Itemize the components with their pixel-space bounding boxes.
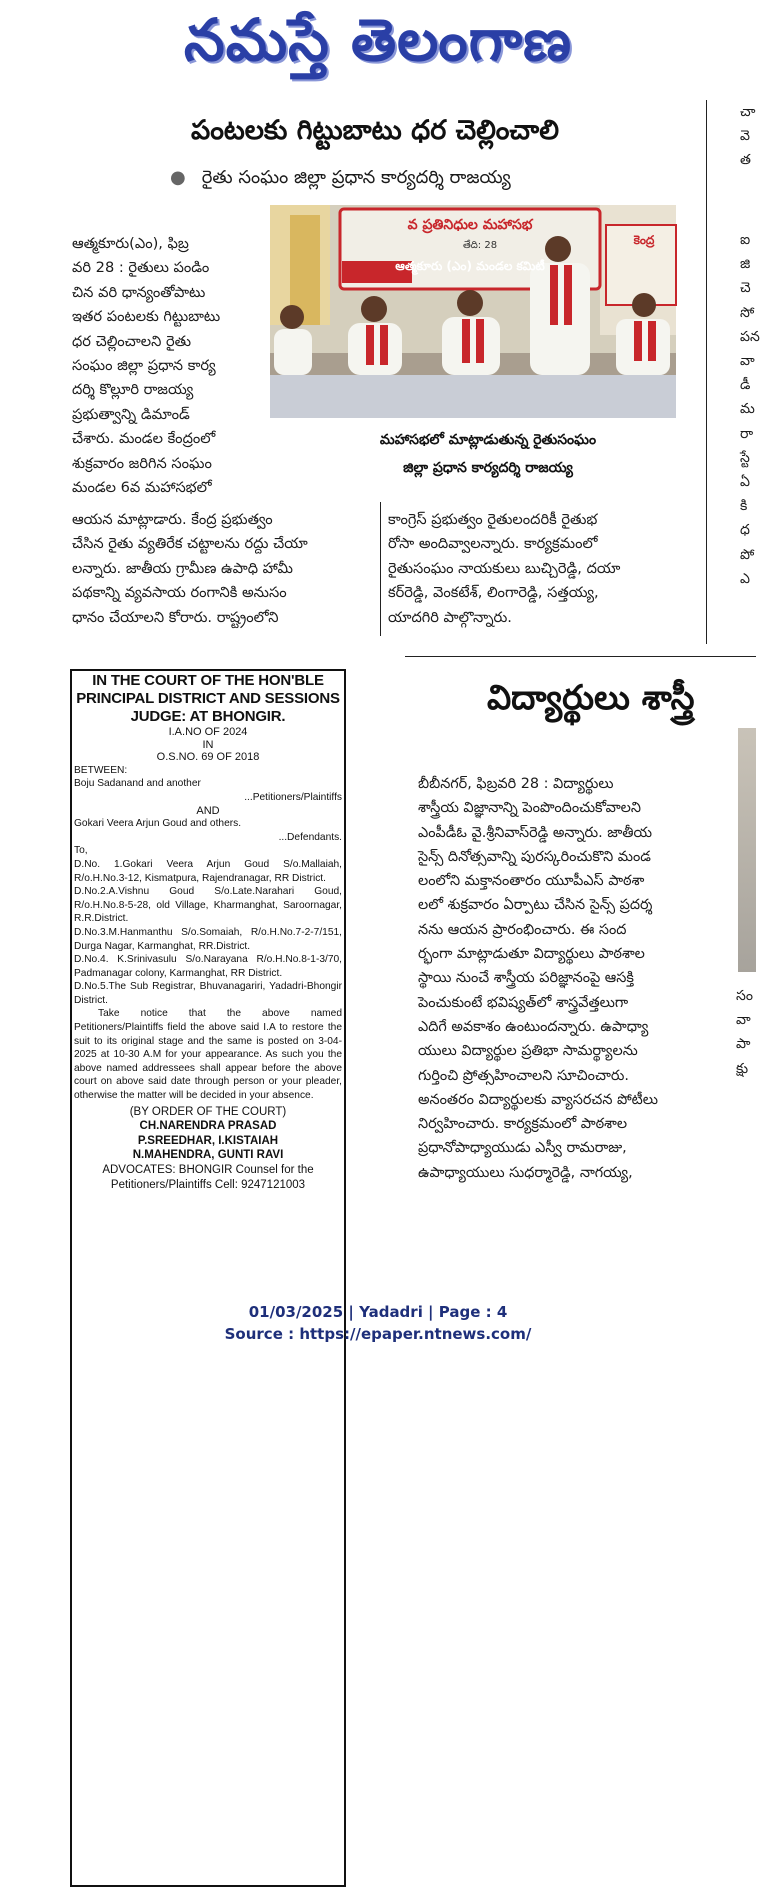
story1-lead-wide: [72, 508, 364, 630]
footer-date-line: 01/03/2025 | Yadadri | Page : 4: [248, 1303, 508, 1321]
article-text-line: యాదగిరి పాల్గొన్నారు.: [388, 608, 512, 626]
story1-headline: పంటలకు గిట్టుబాటు ధర చెల్లించాలి: [191, 115, 559, 146]
bullet-icon: ●: [170, 167, 186, 188]
adjacent-text-fragment: వె: [740, 128, 750, 145]
article-text-line: పెంచుకుంటే భవిష్యత్‌లో శాస్త్రవేత్తలుగా: [418, 994, 629, 1011]
article-text-line: దర్శి కొల్లూరి రాజయ్య: [72, 381, 194, 399]
adjacent-article-column: [740, 228, 760, 591]
notice-plaintiff-role: ...Petitioners/Plaintiffs: [244, 791, 342, 803]
adjacent-text-fragment: ఏ: [740, 474, 750, 491]
adjacent-article-snippet-bottom: [736, 984, 753, 1081]
notice-between: BETWEEN:: [74, 764, 128, 776]
article-text-line: ఇతర పంటలకు గిట్టుబాటు: [72, 308, 221, 326]
notice-and: AND: [196, 804, 220, 817]
story1-subhead: [170, 161, 600, 195]
adjacent-text-fragment: వా: [736, 1012, 751, 1029]
article-text-line: సంఘం జిల్లా ప్రధాన కార్య: [72, 357, 216, 375]
notice-advocate-line: N.MAHENDRA, GUNTI RAVI: [132, 1149, 284, 1162]
adjacent-text-fragment: రా: [740, 425, 754, 442]
photo-banner-text: వ ప్రతినిధుల మహాసభ: [407, 217, 533, 233]
notice-os-no: O.S.NO. 69 OF 2018: [156, 751, 260, 764]
article-text-line: యులు విద్యార్థుల ప్రతిభా సామర్థ్యాలను: [418, 1043, 638, 1060]
court-notice: [74, 672, 342, 1192]
article-text-line: చిన వరి ధాన్యంతోపాటు: [72, 283, 206, 301]
article-text-line: ప్రభుత్వాన్ని డిమాండ్: [72, 405, 190, 423]
notice-address: D.No.2.A.Vishnu Goud S/o.Late.Narahari Goud, R/o.H.No.8-5-28, old Village, Kharmanghat, Saroornagar, R.R.District.: [74, 886, 342, 925]
article-text-line: ప్రధానోపాధ్యాయుడు ఎస్వీ రామరాజు,: [418, 1140, 627, 1157]
article-text-line: లంలోని మక్తానంతారం యూపీఎస్ పాఠశా: [418, 873, 645, 890]
article-text-line: ర్భంగా మాట్లాడుతూ విద్యార్థులు పాఠశాల: [418, 946, 645, 963]
article-text-line: కర్‌రెడ్డి, వెంకటేశ్, లింగారెడ్డి, సత్తయ్య,: [388, 584, 599, 602]
article-text-line: రైతుసంఘం నాయకులు బుచ్చిరెడ్డి, దయా: [388, 559, 621, 577]
adjacent-text-fragment: క్షు: [736, 1060, 749, 1077]
adjacent-text-fragment: ఐ: [740, 232, 751, 248]
adjacent-text-fragment: స్టే: [740, 449, 750, 466]
story1-photo: [270, 205, 676, 418]
photo-side-banner-text: కెంద్ర: [633, 233, 655, 247]
article-text-line: ధర చెల్లించాలని రైతు: [72, 332, 192, 350]
article-text-line: ధానం చేయాలని కోరారు. రాష్ట్రంలోని: [72, 608, 279, 626]
masthead-logo: నమస్తే తెలంగాణ: [184, 6, 572, 74]
adjacent-text-fragment: ఎ: [740, 570, 750, 587]
caption-line: మహాసభలో మాట్లాడుతున్న రైతుసంఘం: [379, 432, 597, 448]
footer-source-link[interactable]: Source : https://epaper.ntnews.com/: [224, 1325, 532, 1343]
notice-title-line: IN THE COURT OF THE HON'BLE: [92, 672, 324, 689]
notice-order: (BY ORDER OF THE COURT): [129, 1105, 287, 1118]
section-divider: [405, 656, 756, 657]
article-text-line: చేశారు. మండల కేంద్రంలో: [72, 430, 216, 448]
notice-in: IN: [202, 738, 214, 751]
article-text-line: గుర్తించి ప్రోత్సహించాలని సూచించారు.: [418, 1067, 629, 1084]
article-text-line: పథకాన్ని వ్యవసాయ రంగానికి అనుసం: [72, 584, 287, 602]
article-text-line: ఆత్మకూరు(ఎం), ఫిబ్ర: [72, 235, 189, 252]
notice-address: D.No.5.The Sub Registrar, Bhuvanagariri, Yadadri-Bhongir District.: [74, 981, 342, 1006]
adjacent-text-fragment: ధ: [740, 522, 750, 539]
adjacent-text-fragment: కి: [740, 498, 748, 515]
column-divider-right: [706, 100, 707, 644]
story2-body: [418, 772, 706, 1185]
notice-address: D.No.3.M.Hanmanthu S/o.Somaiah, R/o.H.No.7-2-7/151, Durga Nagar, Karmanghat, RR.District.: [74, 926, 342, 952]
caption-line: జిల్లా ప్రధాన కార్యదర్శి రాజయ్య: [403, 460, 573, 476]
notice-title-line: PRINCIPAL DISTRICT AND SESSIONS: [76, 690, 340, 707]
notice-defendant: Gokari Veera Arjun Goud and others.: [74, 818, 242, 830]
notice-address: D.No. 1.Gokari Veera Arjun Goud S/o.Mallaiah, R/o.H.No.3-12, Kismatpura, Rajendranagar, RR District.: [74, 858, 342, 884]
notice-body: Take notice that the above named Petitioners/Plaintiffs field the above said I.A to restore the suit to its original stage and the same is posted on 3-04-2025 at 10-30 A.M for your appearance. As such you the above named addressees shall appear before the above court on above said date through person or your pleader, otherwise the matter will be decided in your absence.: [74, 1008, 342, 1102]
notice-advocate-line: P.SREEDHAR, I.KISTAIAH: [137, 1134, 279, 1147]
adjacent-text-fragment: మ: [740, 401, 755, 418]
notice-address: D.No.4. K.Srinivasulu S/o.Narayana R/o.H.No.8-1-3/70, Padmanagar colony, Karmanghat, RR District.: [74, 954, 342, 979]
article-text-line: బీబీనగర్, ఫిబ్రవరి 28 : విద్యార్థులు: [418, 776, 614, 792]
article-text-line: శుక్రవారం జరిగిన సంఘం: [72, 454, 212, 472]
article-text-line: లన్నారు. జాతీయ గ్రామీణ ఉపాధి హామీ: [72, 559, 293, 577]
notice-advocate-line: CH.NARENDRA PRASAD: [139, 1120, 277, 1133]
adjacent-text-fragment: త: [740, 152, 751, 169]
adjacent-text-fragment: పన: [740, 328, 760, 345]
notice-ia-no: I.A.NO OF 2024: [168, 726, 248, 738]
photo-banner-subtext: ఆత్మకూరు (ఎం) మండల కమిటీ: [395, 259, 545, 273]
article-text-line: చేసిన రైతు వ్యతిరేక చట్టాలను రద్దు చేయా: [72, 535, 308, 553]
adjacent-article-snippet: [740, 100, 755, 173]
photo-banner-date: తేది: 28: [462, 240, 498, 251]
adjacent-text-fragment: జి: [740, 256, 751, 273]
article-text-line: స్థాయి నుంచే శాస్త్రీయ పరిజ్ఞానంపై ఆసక్తి: [418, 970, 634, 987]
article-text-line: ఉపాధ్యాయులు సుధర్మారెడ్డి, నాగయ్య,: [418, 1164, 633, 1181]
story2-headline: విద్యార్థులు శాస్త్రీ: [487, 678, 695, 718]
article-text-line: మండల 6వ మహాసభలో: [72, 479, 212, 497]
adjacent-text-fragment: పో: [740, 546, 755, 563]
notice-title-line: JUDGE: AT BHONGIR.: [130, 708, 286, 725]
notice-advocates: [74, 1119, 342, 1163]
notice-counsel: ADVOCATES: BHONGIR Counsel for the Petitioners/Plaintiffs Cell: 9247121003: [102, 1164, 314, 1191]
story1-continuation: [388, 508, 688, 630]
article-text-line: ఎంపీడీఓ వై.శ్రీనివాస్‌రెడ్డి అన్నారు. జాతీయ: [418, 824, 653, 841]
notice-plaintiff: Boju Sadanand and another: [74, 778, 201, 790]
article-text-line: వరి 28 : రైతులు పండిం: [72, 259, 210, 277]
adjacent-text-fragment: సం: [736, 988, 753, 1004]
notice-title: [74, 672, 342, 726]
article-text-line: నిర్వహించారు. కార్యక్రమంలో పాఠశాల: [418, 1116, 628, 1133]
article-text-line: లలో శుక్రవారం ఏర్పాటు చేసిన సైన్స్ ప్రదర్శ: [418, 897, 653, 914]
article-text-line: అనంతరం విద్యార్థులకు వ్యాసరచన పోటీలు: [418, 1091, 658, 1108]
notice-to: To,: [74, 845, 88, 857]
story1-lead-column: [72, 232, 277, 500]
story1-subhead-text: రైతు సంఘం జిల్లా ప్రధాన కార్యదర్శి రాజయ్య: [201, 167, 511, 188]
article-text-line: కాంగ్రెస్ ప్రభుత్వం రైతులందరికీ రైతుభ: [388, 511, 598, 528]
column-divider: [380, 502, 381, 636]
adjacent-text-fragment: వా: [740, 353, 755, 370]
story2-photo-edge: [738, 728, 756, 972]
article-text-line: ఆయన మాట్లాడారు. కేంద్ర ప్రభుత్వం: [72, 511, 273, 528]
adjacent-text-fragment: డీ: [740, 377, 751, 394]
notice-addresses: [74, 858, 342, 1008]
article-text-line: రోసా అందివ్వాలన్నారు. కార్యక్రమంలో: [388, 535, 598, 553]
article-text-line: శాస్త్రీయ విజ్ఞానాన్ని పెంపొందించుకోవాలని: [418, 800, 641, 817]
photo-caption: [338, 426, 638, 482]
adjacent-text-fragment: పా: [736, 1036, 751, 1053]
adjacent-text-fragment: చె: [740, 280, 751, 297]
notice-defendant-role: ...Defendants.: [278, 831, 342, 843]
adjacent-text-fragment: సో: [740, 304, 755, 321]
article-text-line: సైన్స్ దినోత్సవాన్ని పురస్కరించుకొని మండ: [418, 848, 651, 865]
article-text-line: నను ఆయన ప్రారంభించారు. ఈ సంద: [418, 921, 627, 938]
article-text-line: ఎదిగే అవకాశం ఉంటుందన్నారు. ఉపాధ్యా: [418, 1018, 649, 1035]
adjacent-text-fragment: చా: [740, 104, 756, 120]
